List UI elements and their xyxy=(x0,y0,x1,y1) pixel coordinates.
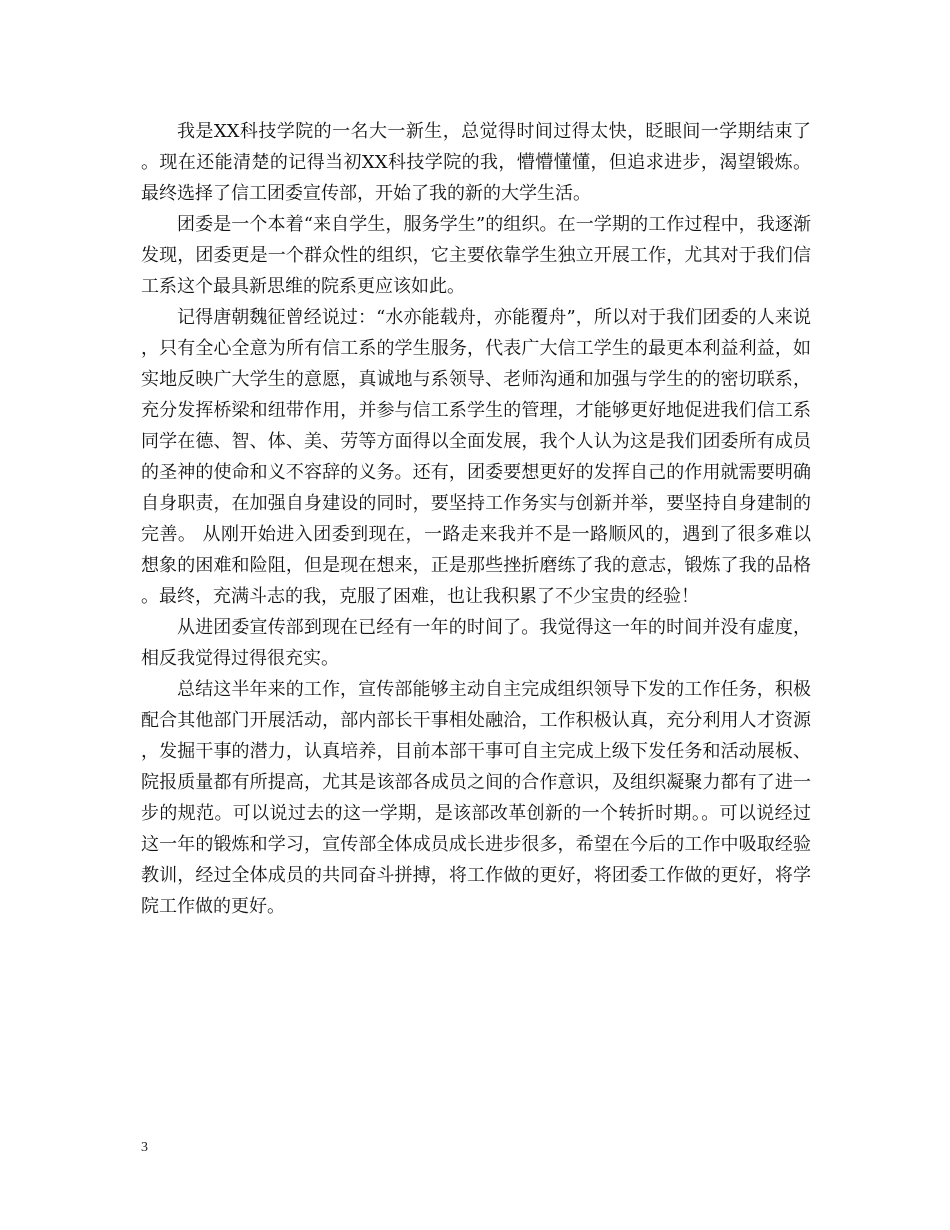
page-number: 3 xyxy=(141,1140,148,1155)
paragraph-2: 团委是一个本着“来自学生，服务学生”的组织。在一学期的工作过程中，我逐渐发现，团委更是一个群众性的组织，它主要依靠学生独立开展工作，尤其对于我们信工系这个最具新思维的院系更应该如此。 xyxy=(141,214,811,297)
paragraph-3: 记得唐朝魏征曾经说过：“水亦能载舟，亦能覆舟”，所以对于我们团委的人来说，只有全心全意为所有信工系的学生服务，代表广大信工学生的最更本利益利益，如实地反映广大学生的意愿，真诚地与系领导、老师沟通和加强与学生的的密切联系，充分发挥桥梁和纽带作用，并参与信工系学生的管理，才能够更好地促进我们信工系同学在德、智、体、美、劳等方面得以全面发展，我个人认为这是我们团委所有成员的圣神的使命和义不容辞的义务。还有，团委要想更好的发挥自己的作用就需要明确自身职责，在加强自身建设的同时，要坚持工作务实与创新并举，要坚持自身建制的完善。 从刚开始进入团委到现在，一路走来我并不是一路顺风的，遇到了很多难以想象的困难和险阻，但是现在想来，正是那些挫折磨练了我的意志，锻炼了我的品格。最终，充满斗志的我，克服了困难，也让我积累了不少宝贵的经验！ xyxy=(141,307,811,607)
paragraph-1: 我是XX科技学院的一名大一新生，总觉得时间过得太快，眨眼间一学期结束了。现在还能清楚的记得当初XX科技学院的我，懵懵懂懂，但追求进步，渴望锻炼。最终选择了信工团委宣传部，开始了我的新的大学生活。 xyxy=(141,121,811,204)
document-body xyxy=(141,116,811,922)
paragraph-4: 从进团委宣传部到现在已经有一年的时间了。我觉得这一年的时间并没有虚度，相反我觉得过得很充实。 xyxy=(141,617,811,669)
paragraph-5: 总结这半年来的工作，宣传部能够主动自主完成组织领导下发的工作任务，积极配合其他部门开展活动，部内部长干事相处融洽，工作积极认真，充分利用人才资源，发掘干事的潜力，认真培养，目前本部干事可自主完成上级下发任务和活动展板、院报质量都有所提高，尤其是该部各成员之间的合作意识，及组织凝聚力都有了进一步的规范。可以说过去的这一学期，是该部改革创新的一个转折时期。。可以说经过这一年的锻炼和学习，宣传部全体成员成长进步很多，希望在今后的工作中吸取经验教训，经过全体成员的共同奋斗拼搏，将工作做的更好，将团委工作做的更好，将学院工作做的更好。 xyxy=(141,679,811,917)
